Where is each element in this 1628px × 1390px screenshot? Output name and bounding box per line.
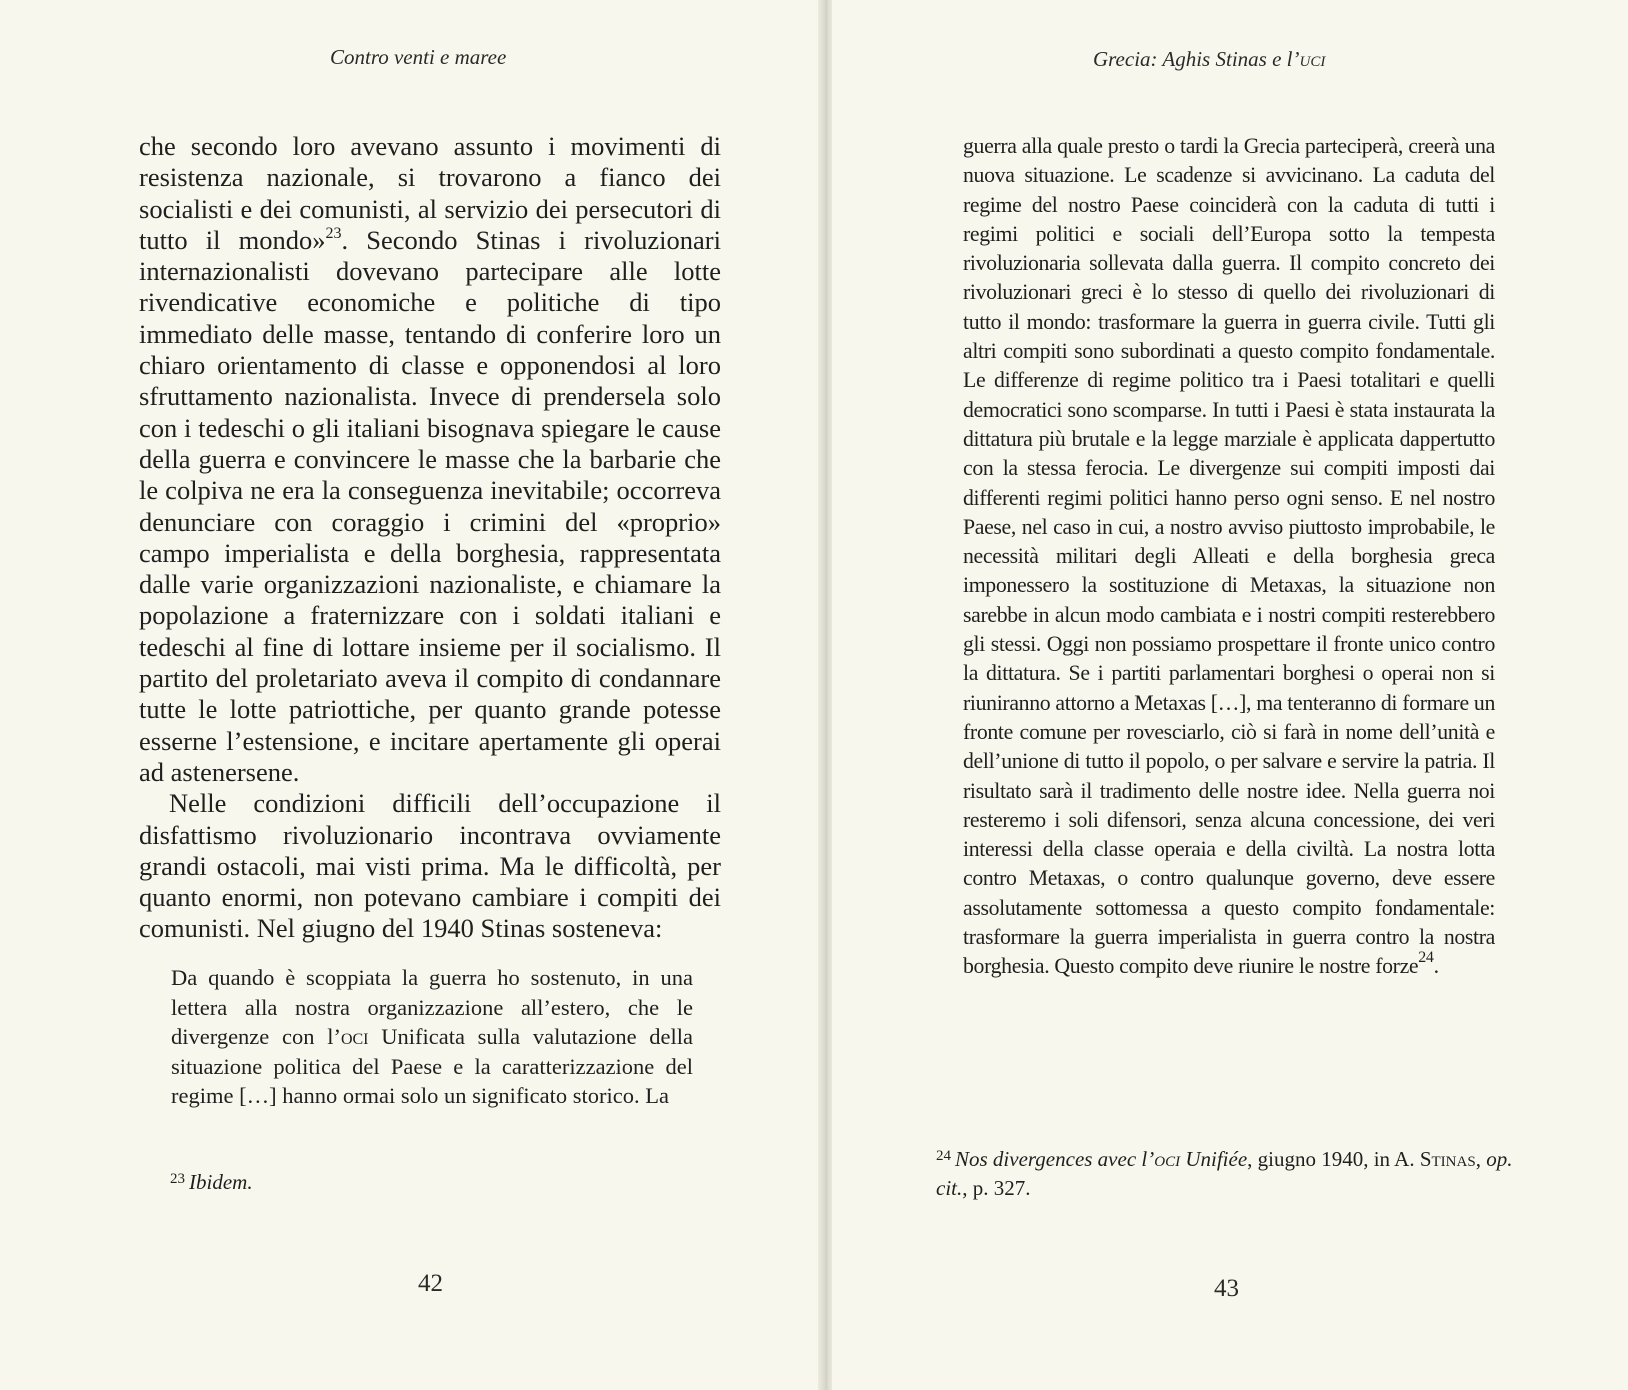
footnote-ref-24[interactable]: 24 bbox=[1418, 949, 1434, 967]
right-page bbox=[832, 0, 1628, 1390]
right-running-head: Grecia: Aghis Stinas e l’uci bbox=[1093, 47, 1326, 71]
footnote-23: $^{23}$ Ibidem. bbox=[170, 1170, 253, 1194]
footnote-24: $^{24}$ Nos divergences avec l’oci Unifiée, giugno 1940, in A. Stinas, op. cit., p. 327. bbox=[936, 1147, 1513, 1200]
page-number-right: 43 bbox=[1214, 1275, 1239, 1302]
left-body-text bbox=[139, 131, 721, 945]
body-paragraph-2: Nelle condizioni difficili dell’occupazione il disfattismo rivoluzionario incontrava ovviamente grandi ostacoli, mai visti prima. Ma le difficoltà, per quanto enormi, non potevano cambiare i compiti dei comunisti. Nel giugno del 1940 Stinas sosteneva: bbox=[139, 788, 721, 944]
page-number-left: 42 bbox=[418, 1270, 443, 1297]
right-quote-text: guerra alla quale presto o tardi la Grecia parteciperà, creerà una nuova situazione. Le scadenze si avvicinano. La caduta del regime del nostro Paese coinciderà con la caduta di tutti i regimi politici e sociali dell’Europa sotto la tempesta rivoluzionaria sollevata dalla guerra. Il compito concreto dei rivoluzionari greci è lo stesso di quello dei rivoluzionari di tutto il mondo: trasformare la guerra in guerra civile. Tutti gli altri compiti sono subordinati a questo compito fondamentale. Le differenze di regime politico tra i Paesi totalitari e quelli democratici sono scomparse. In tutti i Paesi è stata instaurata la dittatura più brutale e la legge marziale è applicata dappertutto con la stessa ferocia. Le divergenze sui compiti imposti dai differenti regimi politici hanno perso ogni senso. E nel nostro Paese, nel caso in cui, a nostro avviso piuttosto improbabile, le necessità militari degli Alleati e della borghesia greca imponessero la sostituzione di Metaxas, la situazione non sarebbe in alcun modo cambiata e i nostri compiti resterebbero gli stessi. Oggi non possiamo prospettare il fronte unico contro la dittatura. Se i partiti parlamentari borghesi o operai non si riuniranno attorno a Metaxas […], ma tenteranno di formare un fronte comune per rovesciarlo, ciò si farà in nome dell’unità e dell’unione di tutto il popolo, o per salvare e servire la patria. Il risultato sarà il tradimento delle nostre idee. Nella guerra noi resteremo i soli difensori, senza alcuna concessione, dei veri interessi della classe operaia e della civiltà. La nostra lotta contro Metaxas, o contro qualunque governo, deve essere assolutamente sottomessa a questo compito fondamentale: trasformare la guerra imperialista in guerra contro la nostra borghesia. Questo compito deve riunire le nostre forze$^{24}$. bbox=[963, 134, 1495, 979]
footnote-ref-23[interactable]: 23 bbox=[325, 224, 342, 242]
block-quote: Da quando è scoppiata la guerra ho sostenuto, in una lettera alla nostra organizzazione all’estero, che le divergenze con l’oci Unificata sulla valutazione della situazione politica del Paese e la caratterizzazione del regime […] hanno ormai solo un significato storico. La bbox=[171, 965, 693, 1109]
body-paragraph-1: che secondo loro avevano assunto i movimenti di resistenza nazionale, si trovarono a fianco dei socialisti e dei comunisti, al servizio dei persecutori di tutto il mondo»$^{23}$. Secondo Stinas i rivoluzionari internazionalisti dovevano partecipare alle lotte rivendicative economiche e politiche di tipo immediato delle masse, tentando di conferire loro un chiaro orientamento di classe e opponendosi al loro sfruttamento nazionalista. Invece di prendersela solo con i tedeschi o gli italiani bisognava spiegare le cause della guerra e convincere le masse che la barbarie che le colpiva ne era la conseguenza inevitabile; occorreva denunciare con coraggio i crimini del «proprio» campo imperialista e della borghesia, rappresentata dalle varie organizzazioni nazionaliste, e chiamare la popolazione a fraternizzare con i soldati italiani e tedeschi al fine di lottare insieme per il socialismo. Il partito del proletariato aveva il compito di condannare tutte le lotte patriottiche, per quanto grande potesse esserne l’estensione, e incitare apertamente gli operai ad astenersene. bbox=[139, 131, 721, 787]
left-running-head: Contro venti e maree bbox=[330, 45, 507, 69]
